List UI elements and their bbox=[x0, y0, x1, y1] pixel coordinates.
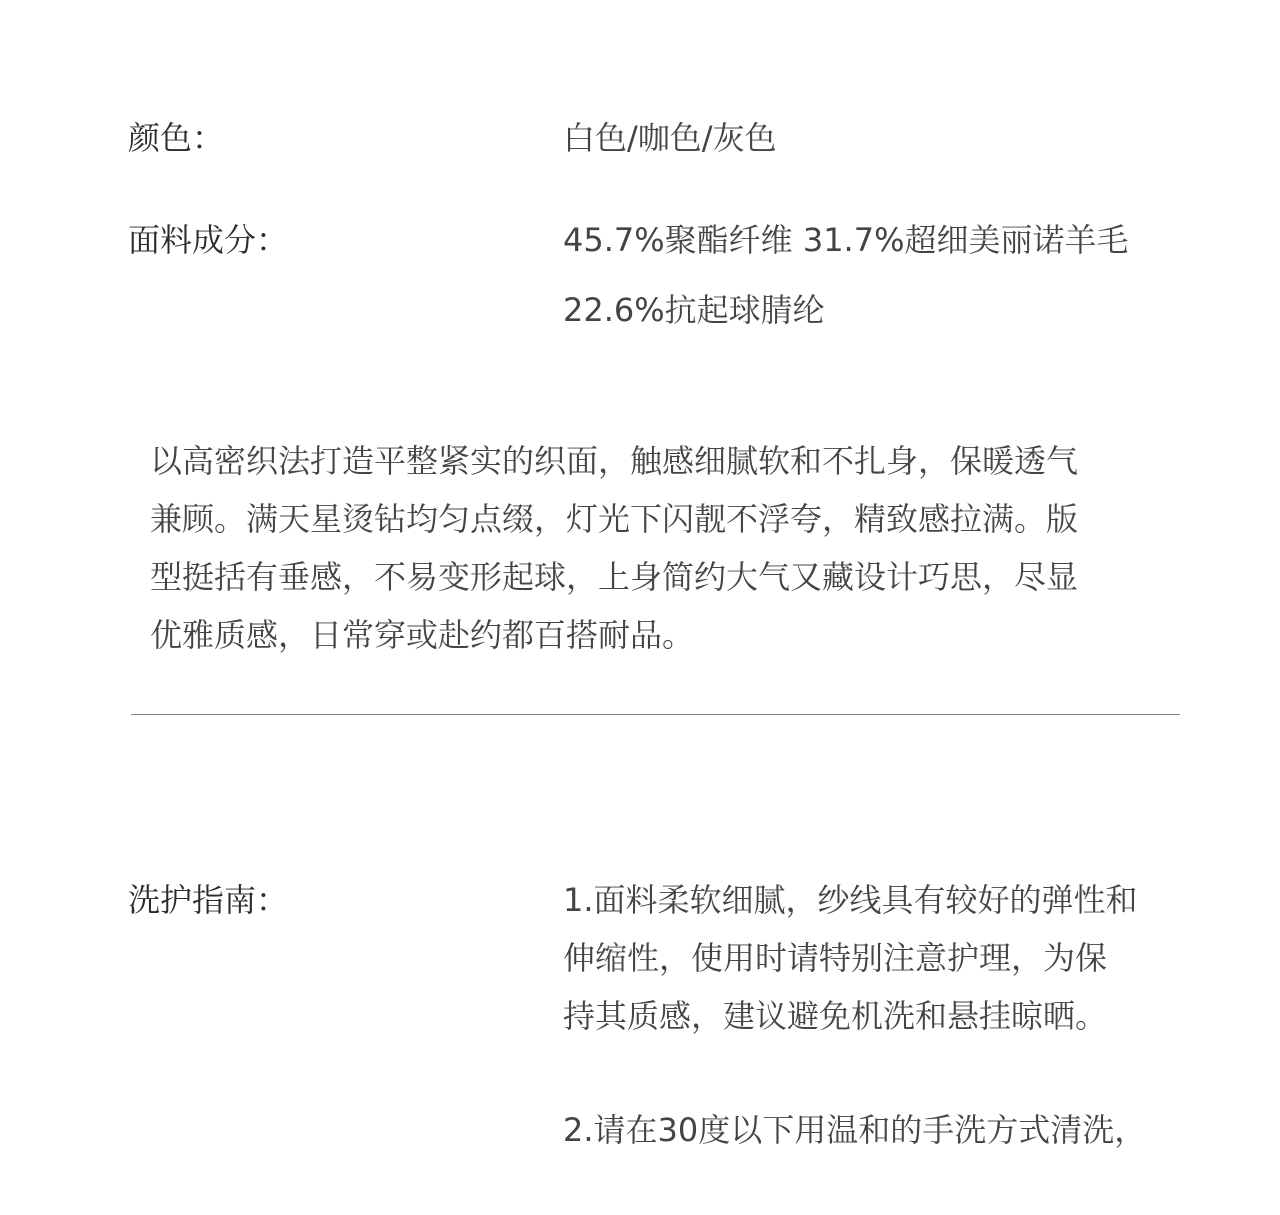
care-item-line: 1.面料柔软细腻，纱线具有较好的弹性和 bbox=[563, 881, 1138, 919]
spec-value-fabric-line: 45.7%聚酯纤维 31.7%超细美丽诺羊毛 bbox=[563, 221, 1129, 259]
care-item bbox=[563, 1101, 1203, 1159]
product-description bbox=[150, 432, 1190, 664]
spec-value-color-text: 白色/咖色/灰色 bbox=[563, 119, 777, 157]
description-line: 以高密织法打造平整紧实的织面，触感细腻软和不扎身，保暖透气 bbox=[150, 442, 1079, 480]
care-item-line: 伸缩性，使用时请特别注意护理，为保 bbox=[563, 939, 1108, 977]
description-line: 优雅质感，日常穿或赴约都百搭耐品。 bbox=[150, 616, 695, 654]
description-line: 型挺括有垂感，不易变形起球，上身简约大气又藏设计巧思，尽显 bbox=[150, 558, 1079, 596]
spec-value-fabric-line: 22.6%抗起球腈纶 bbox=[563, 291, 825, 329]
spec-value-color bbox=[563, 120, 1203, 156]
care-list bbox=[563, 871, 1203, 1215]
spec-label-color: 颜色： bbox=[128, 119, 225, 157]
care-item-line: 持其质感，建议避免机洗和悬挂晾晒。 bbox=[563, 997, 1108, 1035]
care-item bbox=[563, 871, 1203, 1045]
spec-label-care: 洗护指南： bbox=[128, 881, 289, 919]
spec-value-fabric bbox=[563, 222, 1203, 345]
section-divider bbox=[131, 714, 1180, 715]
care-item-line: 2.请在30度以下用温和的手洗方式清洗， bbox=[563, 1111, 1147, 1149]
spec-label-fabric: 面料成分： bbox=[128, 221, 289, 259]
description-line: 兼顾。满天星烫钻均匀点缀，灯光下闪靓不浮夸，精致感拉满。版 bbox=[150, 500, 1079, 538]
